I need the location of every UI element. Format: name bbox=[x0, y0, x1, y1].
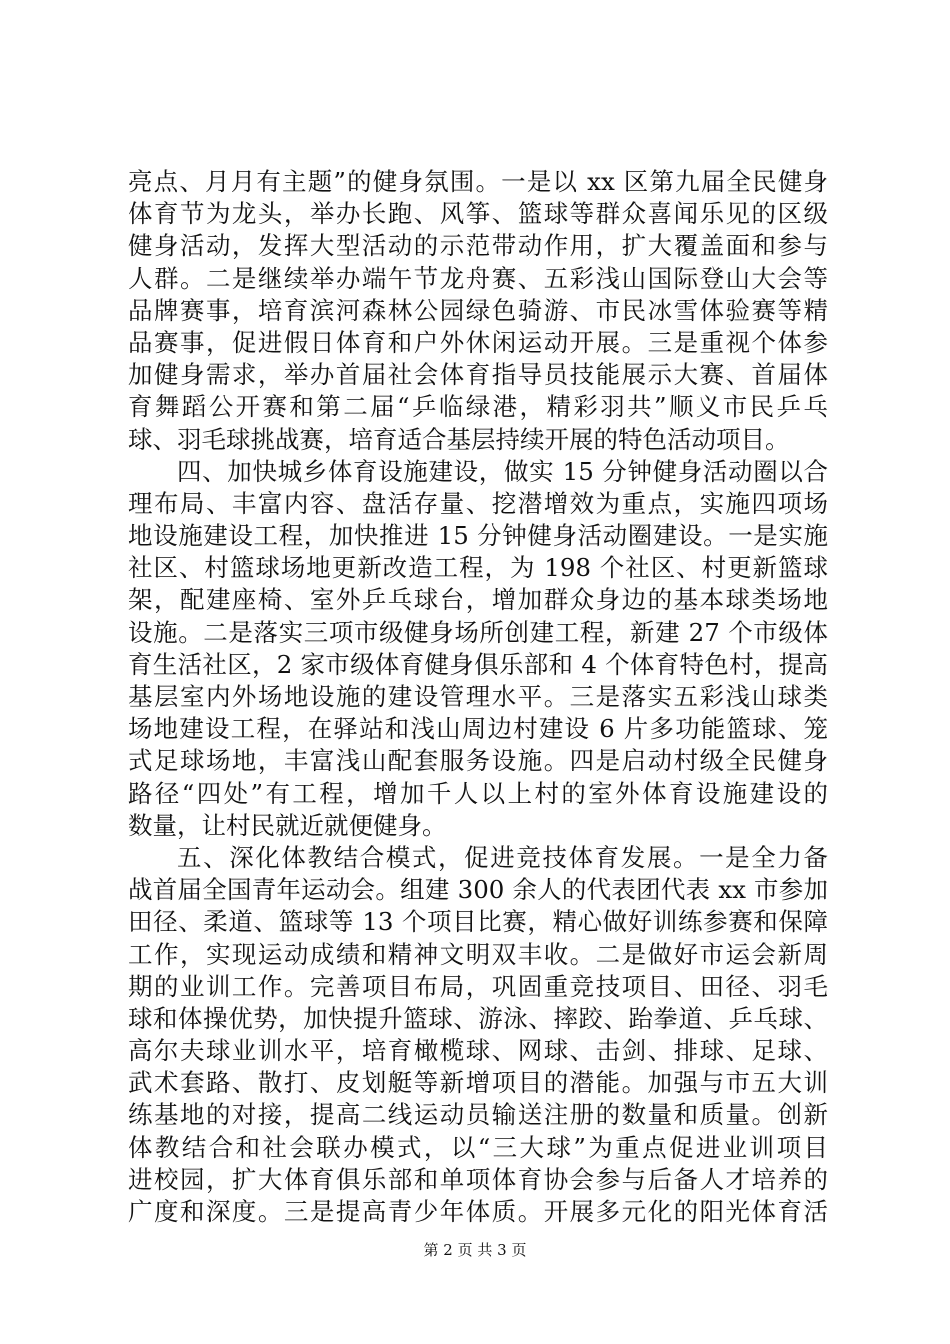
text-line: 育生活社区，2 家市级体育健身俱乐部和 4 个体育特色村，提高 bbox=[128, 649, 828, 679]
text-line: 加健身需求，举办首届社会体育指导员技能展示大赛、首届体 bbox=[128, 360, 828, 390]
text-line: 健身活动，发挥大型活动的示范带动作用，扩大覆盖面和参与 bbox=[128, 231, 828, 261]
text-line: 式足球场地，丰富浅山配套服务设施。四是启动村级全民健身 bbox=[128, 746, 828, 776]
text-line: 设施。二是落实三项市级健身场所创建工程，新建 27 个市级体 bbox=[128, 617, 828, 647]
text-line: 基层室内外场地设施的建设管理水平。三是落实五彩浅山球类 bbox=[128, 682, 828, 711]
text-line: 战首届全国青年运动会。组建 300 余人的代表团代表 xx 市参加 bbox=[128, 875, 828, 905]
text-line: 高尔夫球业训水平，培育橄榄球、网球、击剑、排球、足球、 bbox=[128, 1036, 828, 1066]
paragraph-start-line: 五、深化体教结合模式，促进竞技体育发展。一是全力备 bbox=[177, 842, 828, 872]
text-line: 期的业训工作。完善项目布局，巩固重竞技项目、田径、羽毛 bbox=[128, 971, 828, 1001]
text-line: 人群。二是继续举办端午节龙舟赛、五彩浅山国际登山大会等 bbox=[128, 263, 828, 293]
text-line: 理布局、丰富内容、盘活存量、挖潜增效为重点，实施四项场 bbox=[128, 488, 828, 518]
text-line: 体教结合和社会联办模式，以“三大球”为重点促进业训项目 bbox=[128, 1132, 828, 1162]
text-line: 广度和深度。三是提高青少年体质。开展多元化的阳光体育活 bbox=[128, 1197, 828, 1226]
paragraph-start-line: 四、加快城乡体育设施建设，做实 15 分钟健身活动圈以合 bbox=[177, 456, 828, 486]
text-line: 练基地的对接，提高二线运动员输送注册的数量和质量。创新 bbox=[128, 1100, 828, 1130]
text-line: 架，配建座椅、室外乒乓球台，增加群众身边的基本球类场地 bbox=[128, 585, 828, 615]
text-line: 球、羽毛球挑战赛，培育适合基层持续开展的特色活动项目。 bbox=[128, 424, 790, 454]
text-line: 品赛事，促进假日体育和户外休闲运动开展。三是重视个体参 bbox=[128, 327, 828, 357]
text-line: 进校园，扩大体育俱乐部和单项体育协会参与后备人才培养的 bbox=[128, 1164, 828, 1194]
text-line: 数量，让村民就近就便健身。 bbox=[128, 810, 447, 840]
text-line: 亮点、月月有主题”的健身氛围。一是以 xx 区第九届全民健身 bbox=[128, 167, 828, 196]
text-line: 育舞蹈公开赛和第二届“乒临绿港，精彩羽共”顺义市民乒乓 bbox=[128, 392, 828, 422]
text-line: 地设施建设工程，加快推进 15 分钟健身活动圈建设。一是实施 bbox=[128, 521, 828, 551]
document-body bbox=[128, 166, 828, 1228]
text-line: 场地建设工程，在驿站和浅山周边村建设 6 片多功能篮球、笼 bbox=[128, 714, 828, 744]
text-line: 品牌赛事，培育滨河森林公园绿色骑游、市民冰雪体验赛等精 bbox=[128, 295, 828, 325]
text-line: 武术套路、散打、皮划艇等新增项目的潜能。加强与市五大训 bbox=[128, 1068, 828, 1098]
text-line: 体育节为龙头，举办长跑、风筝、篮球等群众喜闻乐见的区级 bbox=[128, 199, 828, 229]
text-line: 工作，实现运动成绩和精神文明双丰收。二是做好市运会新周 bbox=[128, 939, 828, 969]
page-number-footer: 第 2 页 共 3 页 bbox=[423, 1241, 527, 1259]
text-line: 社区、村篮球场地更新改造工程，为 198 个社区、村更新篮球 bbox=[128, 553, 828, 583]
text-line: 球和体操优势，加快提升篮球、游泳、摔跤、跆拳道、乒乓球、 bbox=[128, 1003, 828, 1033]
text-line: 路径“四处”有工程，增加千人以上村的室外体育设施建设的 bbox=[128, 778, 828, 808]
text-line: 田径、柔道、篮球等 13 个项目比赛，精心做好训练参赛和保障 bbox=[128, 907, 828, 937]
